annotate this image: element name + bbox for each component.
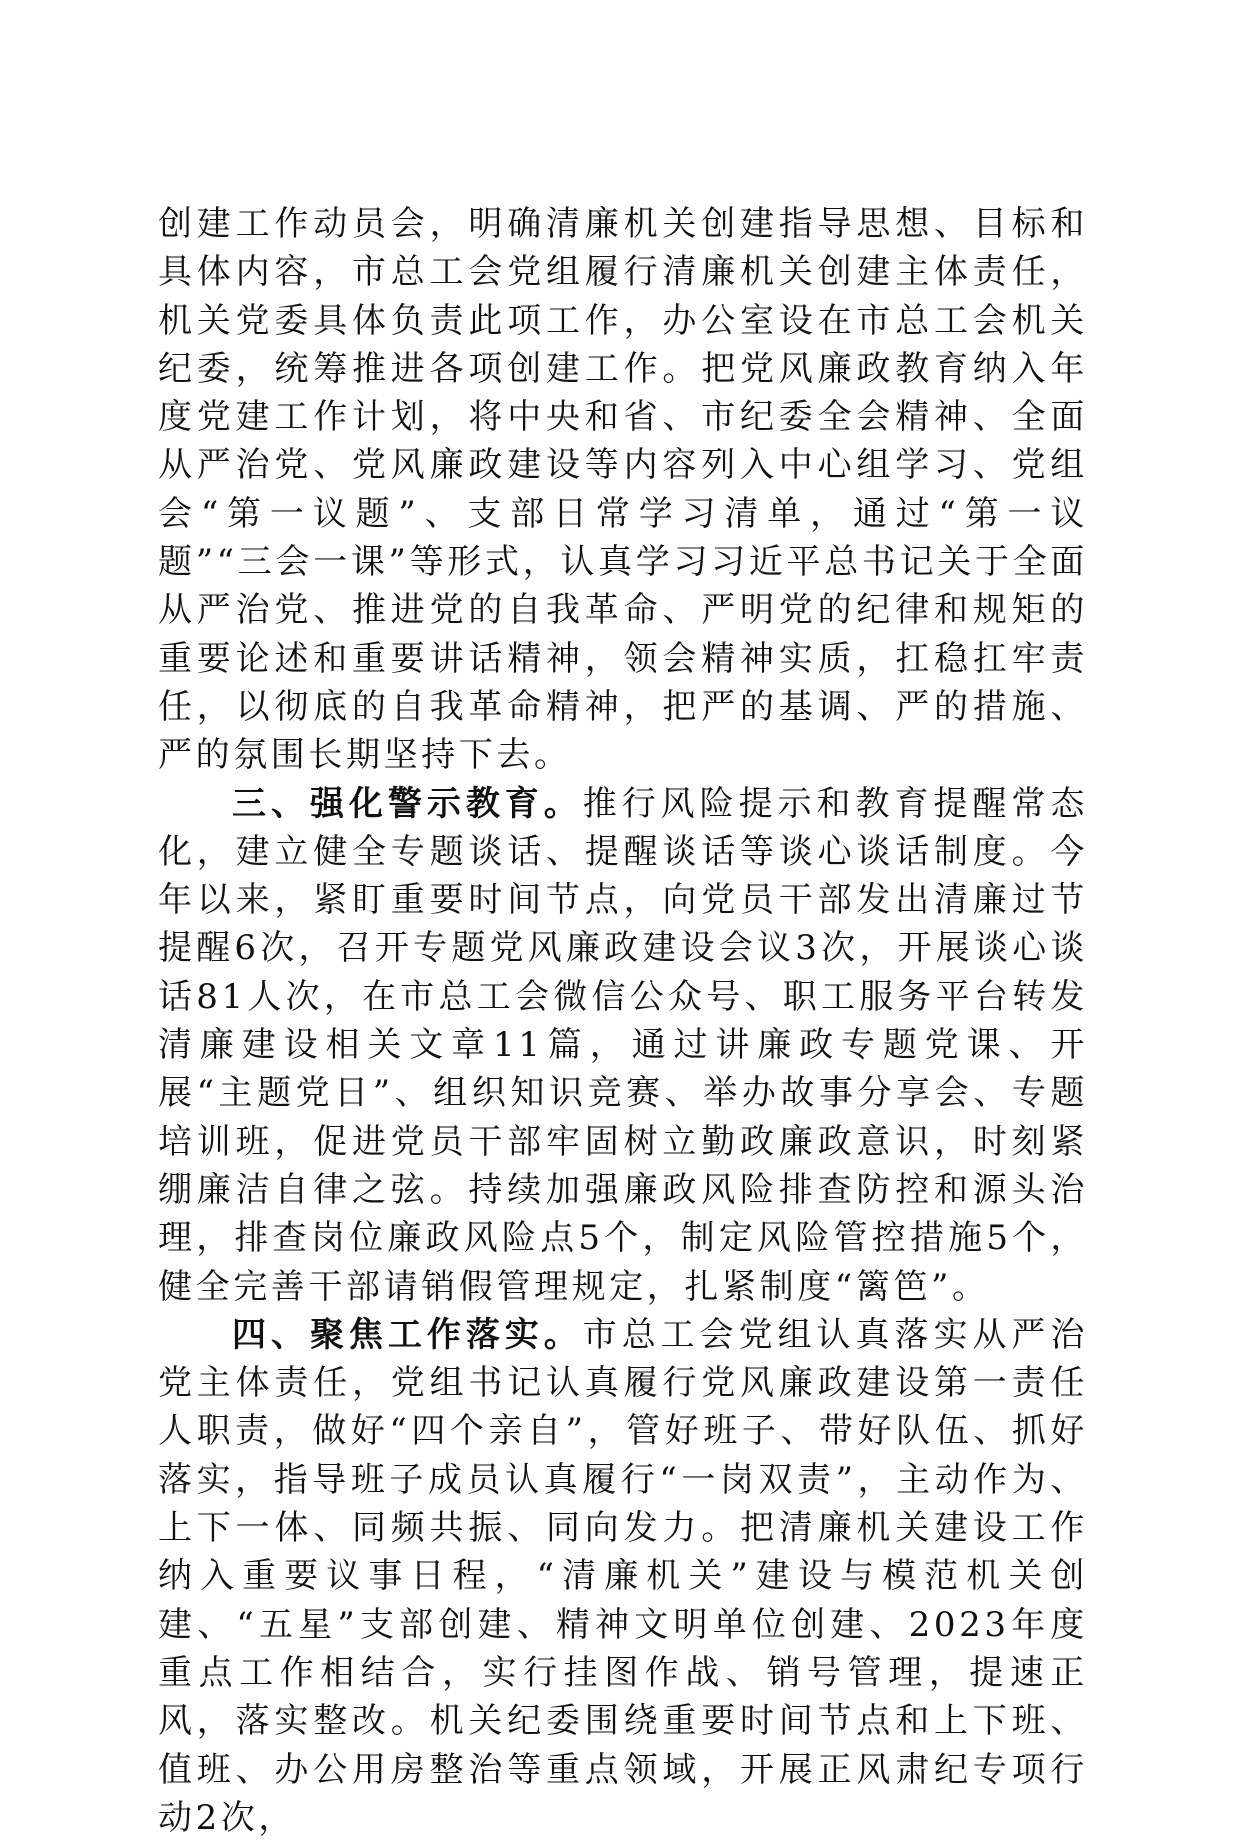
paragraph-section-3 [158, 780, 1088, 1311]
document-body [158, 200, 1088, 1842]
paragraph-section-4 [158, 1311, 1088, 1842]
paragraph-body: 创建工作动员会，明确清廉机关创建指导思想、目标和具体内容，市总工会党组履行清廉机关创建主体责任，机关党委具体负责此项工作，办公室设在市总工会机关纪委，统筹推进各项创建工作。把党风廉政教育纳入年度党建工作计划，将中央和省、市纪委全会精神、全面从严治党、党风廉政建设等内容列入中心组学习、党组会“第一议题”、支部日常学习清单，通过“第一议题”“三会一课”等形式，认真学习习近平总书记关于全面从严治党、推进党的自我革命、严明党的纪律和规矩的重要论述和重要讲话精神，领会精神实质，扛稳扛牢责任，以彻底的自我革命精神，把严的基调、严的措施、严的氛围长期坚持下去。 [158, 204, 1088, 776]
paragraph-body: 推行风险提示和教育提醒常态化，建立健全专题谈话、提醒谈话等谈心谈话制度。今年以来，紧盯重要时间节点，向党员干部发出清廉过节提醒6次，召开专题党风廉政建设会议3次，开展谈心谈话81人次，在市总工会微信公众号、职工服务平台转发清廉建设相关文章11篇，通过讲廉政专题党课、开展“主题党日”、组织知识竞赛、举办故事分享会、专题培训班，促进党员干部牢固树立勤政廉政意识，时刻紧绷廉洁自律之弦。持续加强廉政风险排查防控和源头治理，排查岗位廉政风险点5个，制定风险管控措施5个，健全完善干部请销假管理规定，扎紧制度“篱笆”。 [158, 783, 1088, 1307]
paragraph-body: 市总工会党组认真落实从严治党主体责任，党组书记认真履行党风廉政建设第一责任人职责，做好“四个亲自”，管好班子、带好队伍、抓好落实，指导班子成员认真履行“一岗双责”，主动作为、上下一体、同频共振、同向发力。把清廉机关建设工作纳入重要议事日程，“清廉机关”建设与模范机关创建、“五星”支部创建、精神文明单位创建、2023年度重点工作相结合，实行挂图作战、销号管理，提速正风，落实整改。机关纪委围绕重要时间节点和上下班、值班、办公用房整治等重点领域，开展正风肃纪专项行动2次， [158, 1314, 1088, 1838]
paragraph-continuation [158, 200, 1088, 780]
section-heading-4: 四、聚焦工作落实。 [232, 1314, 583, 1355]
section-heading-3: 三、强化警示教育。 [232, 783, 583, 824]
